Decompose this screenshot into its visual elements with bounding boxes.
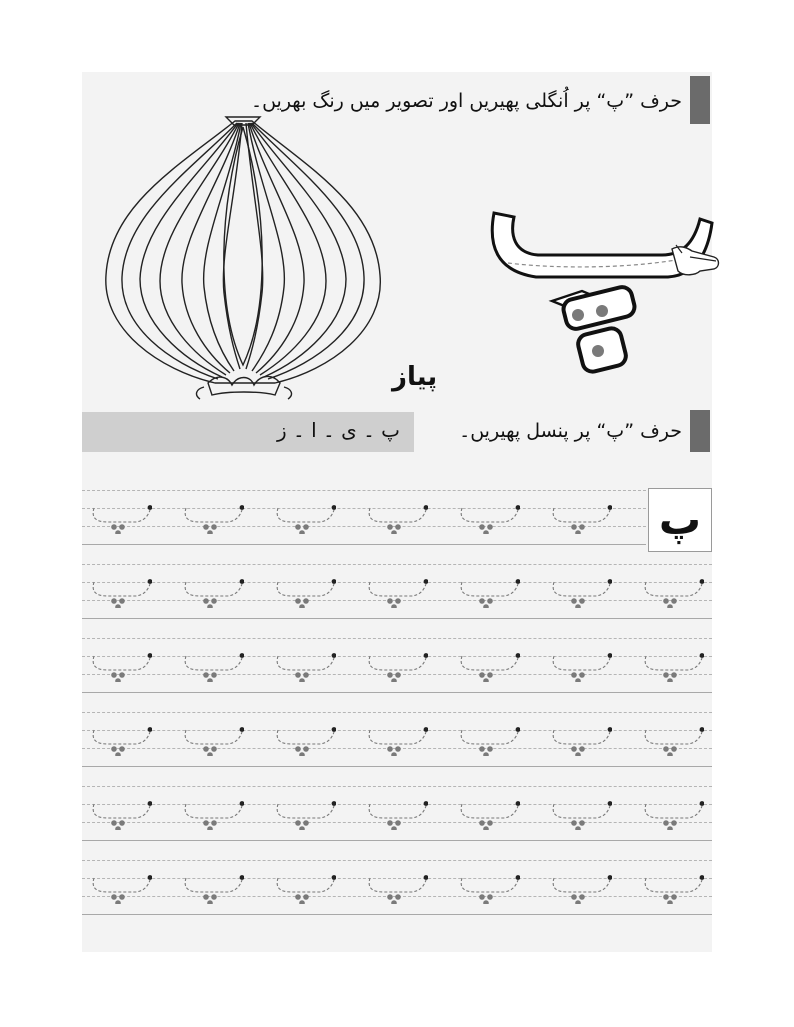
trace-letter[interactable]	[548, 874, 612, 904]
trace-letter[interactable]	[364, 874, 428, 904]
onion-drawing	[100, 115, 390, 405]
trace-letter[interactable]	[364, 800, 428, 830]
word-spelling: پ ۔ ی ۔ ا ۔ ز	[277, 418, 400, 442]
section-marker-top	[690, 76, 710, 124]
guide-line	[82, 490, 646, 491]
trace-letter[interactable]	[180, 726, 244, 756]
trace-letter[interactable]	[272, 874, 336, 904]
guide-line	[82, 618, 712, 619]
trace-letter[interactable]	[640, 578, 704, 608]
trace-letter[interactable]	[456, 652, 520, 682]
guide-line	[82, 638, 712, 639]
guide-line	[82, 564, 712, 565]
picture-word: پیاز	[392, 362, 438, 392]
guide-line	[82, 712, 712, 713]
pencil-trace-instruction: حرف ”پ“ پر پنسل پھیریں۔	[459, 420, 682, 442]
finger-trace-instruction: حرف ”پ“ پر اُنگلی پھیریں اور تصویر میں رنگ بھریں۔	[250, 90, 682, 112]
guide-line	[82, 860, 712, 861]
trace-letter[interactable]	[180, 578, 244, 608]
trace-letter[interactable]	[272, 652, 336, 682]
guide-line	[82, 766, 712, 767]
trace-letter[interactable]	[548, 652, 612, 682]
trace-letter[interactable]	[548, 800, 612, 830]
trace-letter[interactable]	[88, 578, 152, 608]
trace-letter[interactable]	[364, 578, 428, 608]
practice-row	[82, 556, 712, 626]
guide-line	[82, 840, 712, 841]
trace-letter[interactable]	[548, 726, 612, 756]
trace-letter[interactable]	[640, 726, 704, 756]
practice-row	[82, 852, 712, 922]
trace-letter[interactable]	[88, 504, 152, 534]
trace-letter[interactable]	[456, 726, 520, 756]
trace-letter[interactable]	[272, 504, 336, 534]
trace-letter[interactable]	[272, 726, 336, 756]
spelling-bar	[82, 412, 414, 452]
trace-letter[interactable]	[364, 652, 428, 682]
model-letter: پ	[658, 495, 702, 544]
guide-line	[82, 692, 712, 693]
guide-line	[82, 544, 646, 545]
section-marker-practice	[690, 410, 710, 452]
trace-letter[interactable]	[272, 800, 336, 830]
trace-letter[interactable]	[180, 800, 244, 830]
practice-row	[82, 630, 712, 700]
trace-letter[interactable]	[88, 726, 152, 756]
trace-letter[interactable]	[456, 874, 520, 904]
trace-letter[interactable]	[548, 578, 612, 608]
trace-letter[interactable]	[640, 652, 704, 682]
trace-letter[interactable]	[456, 800, 520, 830]
trace-letter[interactable]	[456, 504, 520, 534]
trace-letter[interactable]	[180, 652, 244, 682]
trace-letter[interactable]	[640, 800, 704, 830]
trace-letter[interactable]	[364, 504, 428, 534]
trace-letter[interactable]	[456, 578, 520, 608]
letter-pe-graphic	[486, 205, 722, 375]
trace-letter[interactable]	[548, 504, 612, 534]
practice-row	[82, 778, 712, 848]
guide-line	[82, 914, 712, 915]
trace-letter[interactable]	[88, 652, 152, 682]
trace-letter[interactable]	[272, 578, 336, 608]
guide-line	[82, 786, 712, 787]
trace-letter[interactable]	[364, 726, 428, 756]
practice-row	[82, 482, 712, 552]
trace-letter[interactable]	[88, 874, 152, 904]
practice-row	[82, 704, 712, 774]
trace-letter[interactable]	[180, 504, 244, 534]
trace-letter[interactable]	[180, 874, 244, 904]
trace-letter[interactable]	[640, 874, 704, 904]
trace-letter[interactable]	[88, 800, 152, 830]
